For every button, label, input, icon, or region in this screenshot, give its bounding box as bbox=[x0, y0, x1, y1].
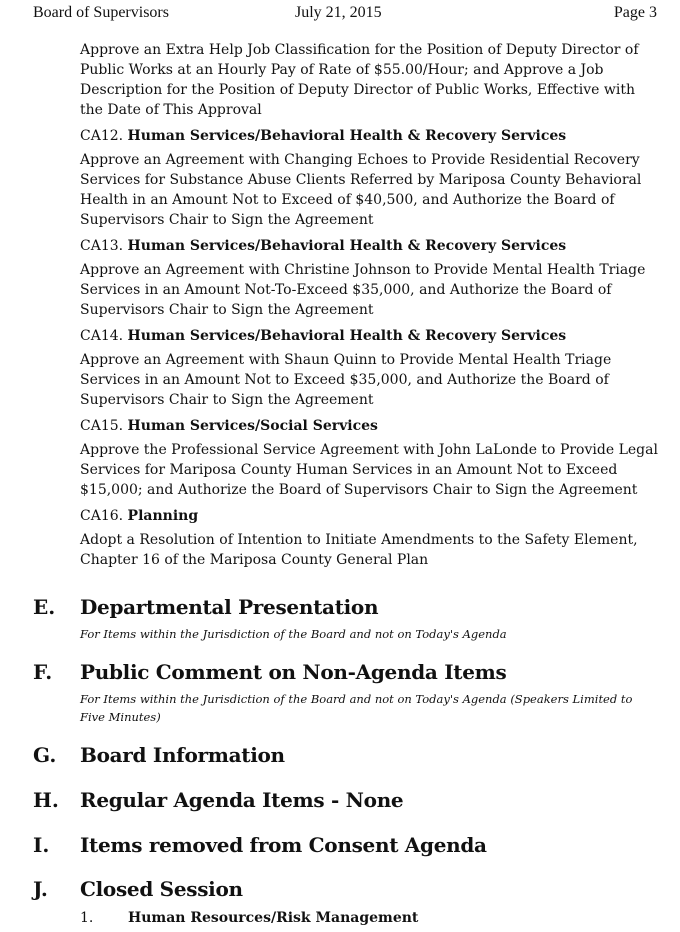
consent-item-heading bbox=[80, 126, 662, 146]
consent-item-department: Planning bbox=[127, 508, 199, 524]
section-letter: J. bbox=[33, 877, 48, 901]
section-letter: E. bbox=[33, 595, 56, 619]
consent-item-heading bbox=[80, 416, 662, 436]
consent-item-department: Human Services/Behavioral Health & Recovery Services bbox=[127, 328, 567, 344]
header-board-name: Board of Supervisors bbox=[33, 4, 169, 21]
consent-item-number: CA14. bbox=[80, 328, 124, 344]
consent-item-number: CA15. bbox=[80, 418, 124, 434]
section-letter: I. bbox=[33, 833, 50, 857]
consent-item-heading bbox=[80, 506, 662, 526]
consent-agenda-list bbox=[80, 40, 662, 572]
consent-item-number: CA16. bbox=[80, 508, 124, 524]
consent-item bbox=[80, 416, 662, 500]
section-letter: G. bbox=[33, 743, 57, 767]
header-page-number: Page 3 bbox=[613, 4, 657, 21]
consent-item-heading bbox=[80, 326, 662, 346]
consent-item-heading bbox=[80, 236, 662, 256]
consent-item bbox=[80, 236, 662, 320]
consent-item-text: Approve an Agreement with Changing Echoes to Provide Residential Recovery Services for Substance Abuse Clients Referred by Mariposa County Behavioral Health in an Amount Not to Exceed of $40,500, and Authorize the Board of Supervisors Chair to Sign the Agreement bbox=[80, 152, 642, 228]
consent-item-text: Approve the Professional Service Agreement with John LaLonde to Provide Legal Services for Mariposa County Human Services in an Amount Not to Exceed $15,000; and Authorize the Board of Supervisors Chair to Sign the Agreement bbox=[80, 442, 658, 498]
consent-item-department: Human Services/Social Services bbox=[127, 418, 378, 434]
section-note: For Items within the Jurisdiction of the Board and not on Today's Agenda bbox=[80, 627, 507, 641]
section-note: For Items within the Jurisdiction of the Board and not on Today's Agenda (Speakers Limited to Five Minutes) bbox=[80, 692, 633, 724]
continuation-text: Approve an Extra Help Job Classification for the Position of Deputy Director of Public Works at an Hourly Pay of Rate of $55.00/Hour; and Approve a Job Description for the Position of Deputy Director of Public Works, Effective with the Date of This Approval bbox=[80, 42, 639, 118]
consent-item-text: Approve an Agreement with Christine Johnson to Provide Mental Health Triage Services in an Amount Not-To-Exceed $35,000, and Authorize the Board of Supervisors Chair to Sign the Agreement bbox=[80, 262, 646, 318]
section-title: Items removed from Consent Agenda bbox=[80, 833, 487, 857]
closed-session-item-label: Human Resources/Risk Management bbox=[128, 910, 419, 926]
section-title: Regular Agenda Items - None bbox=[80, 788, 404, 812]
section-title: Departmental Presentation bbox=[80, 595, 379, 619]
section-title: Board Information bbox=[80, 743, 285, 767]
section-letter: F. bbox=[33, 660, 53, 684]
section-title: Closed Session bbox=[80, 877, 243, 901]
consent-item bbox=[80, 126, 662, 230]
consent-item bbox=[80, 506, 662, 570]
consent-item-department: Human Services/Behavioral Health & Recovery Services bbox=[127, 238, 567, 254]
consent-item-department: Human Services/Behavioral Health & Recovery Services bbox=[127, 128, 567, 144]
section-letter: H. bbox=[33, 788, 59, 812]
consent-item-text: Adopt a Resolution of Intention to Initiate Amendments to the Safety Element, Chapter 16 of the Mariposa County General Plan bbox=[80, 532, 638, 568]
section-title: Public Comment on Non-Agenda Items bbox=[80, 660, 507, 684]
consent-item bbox=[80, 326, 662, 410]
header-date: July 21, 2015 bbox=[295, 4, 382, 21]
closed-session-item-number: 1. bbox=[80, 910, 94, 926]
consent-item-number: CA12. bbox=[80, 128, 124, 144]
consent-item-text: Approve an Agreement with Shaun Quinn to Provide Mental Health Triage Services in an Amount Not to Exceed $35,000, and Authorize the Board of Supervisors Chair to Sign the Agreement bbox=[80, 352, 612, 408]
consent-item-number: CA13. bbox=[80, 238, 124, 254]
